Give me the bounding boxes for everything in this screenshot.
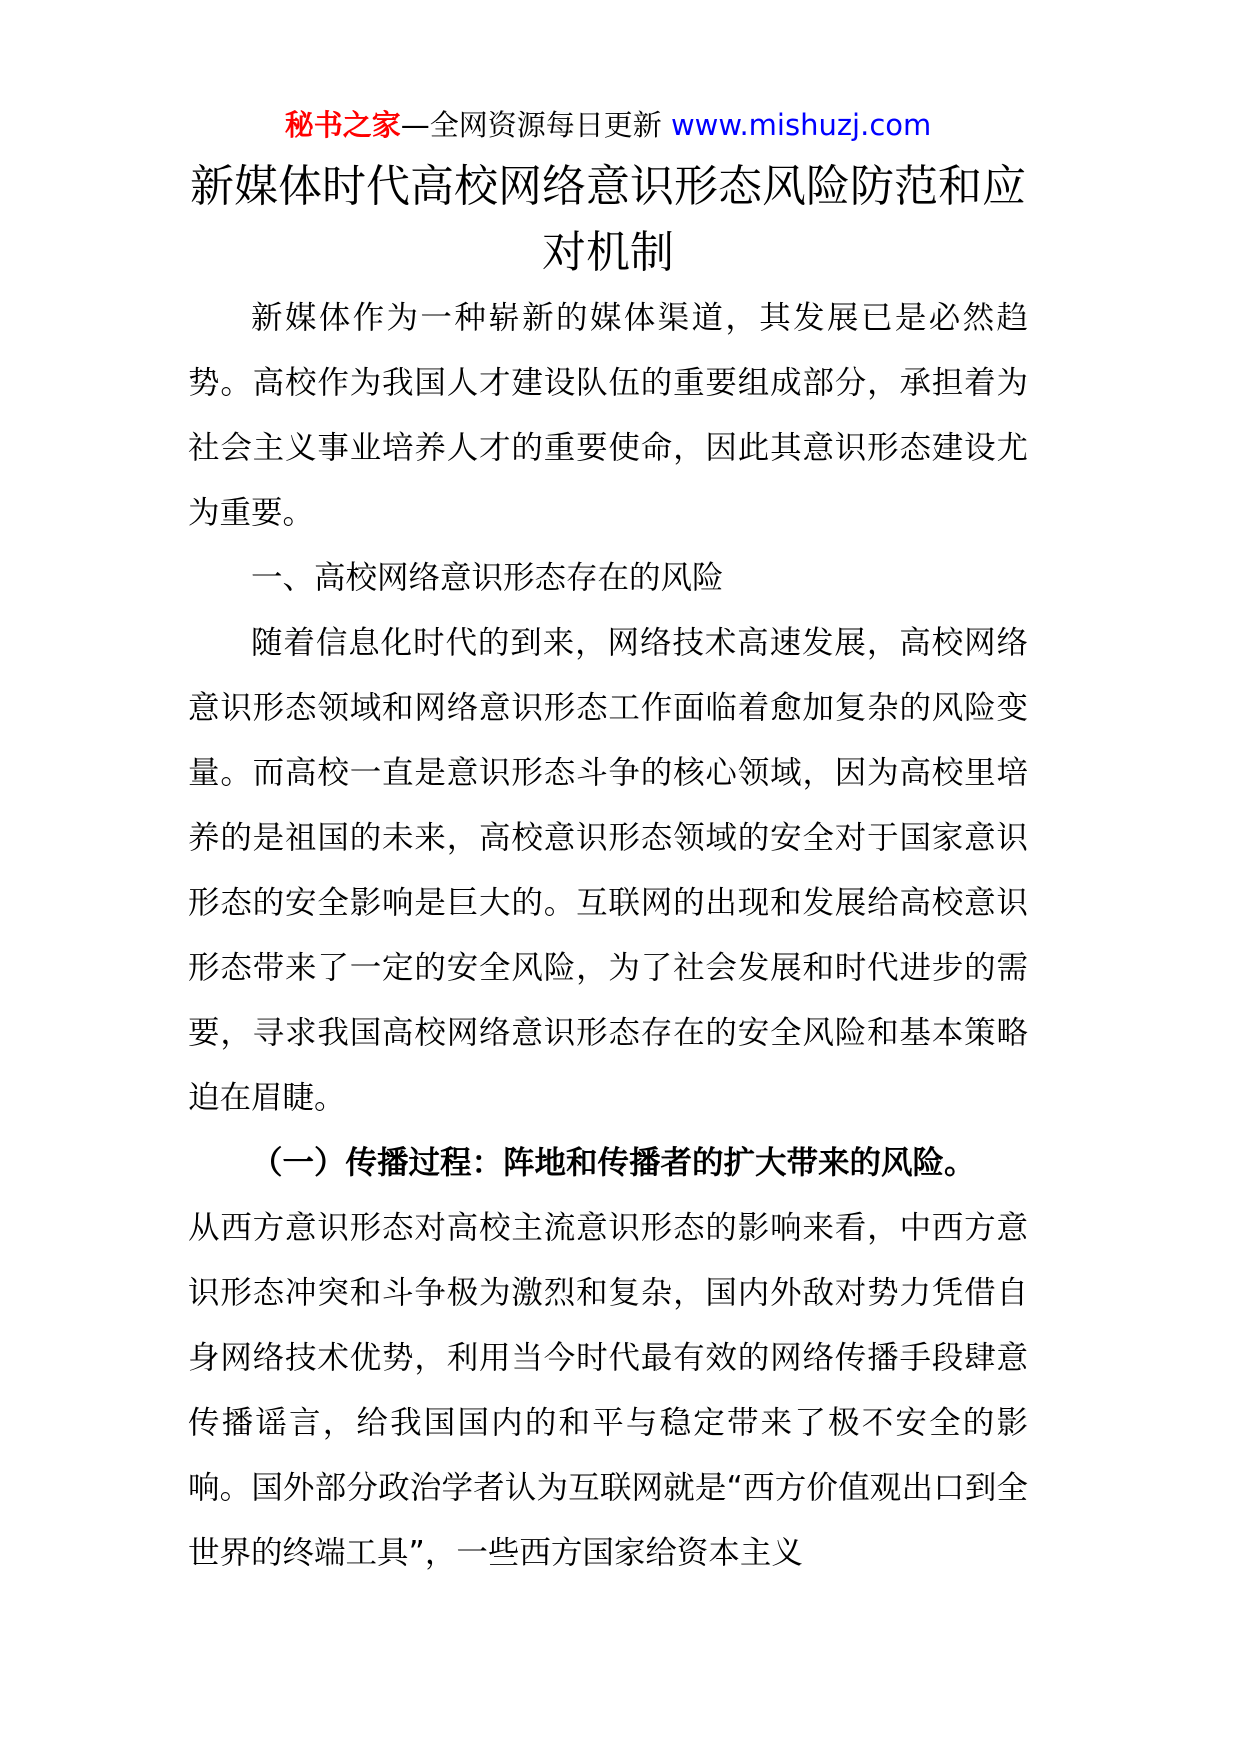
document-title: 新媒体时代高校网络意识形态风险防范和应对机制 <box>190 161 1026 278</box>
section-paragraph: 随着信息化时代的到来，网络技术高速发展，高校网络意识形态领域和网络意识形态工作面临着愈加复杂的风险变量。而高校一直是意识形态斗争的核心领域，因为高校里培养的是祖国的未来，高校意识形态领域的安全对于国家意识形态的安全影响是巨大的。互联网的出现和发展给高校意识形态带来了一定的安全风险，为了社会发展和时代进步的需要，寻求我国高校网络意识形态存在的安全风险和基本策略迫在眉睫。 <box>188 625 1028 1116</box>
subsection-paragraph: 从西方意识形态对高校主流意识形态的影响来看，中西方意识形态冲突和斗争极为激烈和复杂，国内外敌对势力凭借自身网络技术优势，利用当今时代最有效的网络传播手段肆意传播谣言，给我国国内的和平与稳定带来了极不安全的影响。国外部分政治学者认为互联网就是“西方价值观出口到全世界的终端工具”，一些西方国家给资本主义 <box>188 1210 1028 1571</box>
intro-paragraph: 新媒体作为一种崭新的媒体渠道，其发展已是必然趋势。高校作为我国人才建设队伍的重要组成部分，承担着为社会主义事业培养人才的重要使命，因此其意识形态建设尤为重要。 <box>188 300 1028 531</box>
header-tagline: —全网资源每日更新 <box>400 108 671 142</box>
site-header <box>188 100 1028 150</box>
subsection-heading: （一）传播过程：阵地和传播者的扩大带来的风险。 <box>251 1145 976 1181</box>
section-heading: 一、高校网络意识形态存在的风险 <box>251 560 724 596</box>
site-url-link[interactable]: www.mishuzj.com <box>670 108 932 142</box>
brand-name: 秘书之家 <box>284 108 401 142</box>
document-page <box>188 100 1028 1586</box>
